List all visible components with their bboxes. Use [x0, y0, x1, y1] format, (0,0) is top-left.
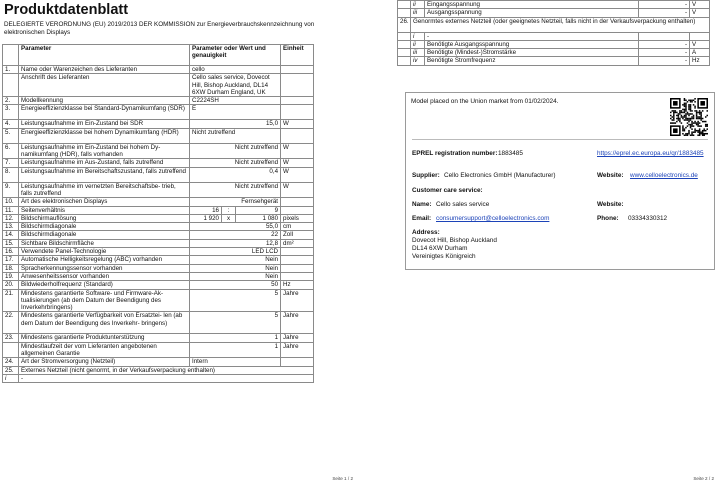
- value-separator: :: [222, 206, 236, 214]
- spec-row: [3, 272, 314, 280]
- spec-row: [3, 334, 314, 342]
- spec-row: [3, 74, 314, 97]
- row-number: 20.: [3, 281, 19, 289]
- phone-value: 03334330312: [628, 215, 668, 222]
- row-number: [398, 9, 411, 17]
- row-number: 3.: [3, 105, 19, 120]
- spec-row: [3, 120, 314, 128]
- parameter-name: Leistungsaufnahme im vernetzten Bereitschaftsbe- trieb, falls zutreffend: [19, 182, 190, 198]
- spec-sub-row: [398, 9, 710, 17]
- row-number: 7.: [3, 159, 19, 167]
- parameter-unit: Jahre: [281, 342, 314, 358]
- value-separator: x: [222, 214, 236, 222]
- parameter-unit: [281, 128, 314, 143]
- email-link[interactable]: consumersupport@celloelectronics.com: [436, 215, 550, 222]
- value-part-1: 16: [190, 206, 222, 214]
- row-number: [398, 32, 411, 40]
- parameter-value: 50: [190, 281, 281, 289]
- spec-row: [3, 105, 314, 120]
- divider: [412, 139, 708, 140]
- spec-row: [3, 159, 314, 167]
- union-market-date: Model placed on the Union market from 01/02/2024.: [411, 98, 559, 105]
- row-number: [3, 74, 19, 97]
- parameter-name: Anschrift des Lieferanten: [19, 74, 190, 97]
- row-number: 14.: [3, 231, 19, 239]
- parameter-value: Nicht zutreffend: [190, 182, 281, 198]
- row-number: 19.: [3, 272, 19, 280]
- parameter-name: Mindestens garantierte Produktunterstützung: [19, 334, 190, 342]
- parameter-value: Fernsehgerät: [190, 198, 281, 206]
- page-2: [361, 0, 718, 483]
- header-number: [3, 45, 19, 66]
- parameter-value: E: [190, 105, 281, 120]
- parameter-name: Genormtes externes Netzteil (oder geeignetes Netzteil, falls nicht in der Verkaufsverpackung enthalten): [411, 17, 710, 32]
- spec-row: [398, 17, 710, 32]
- parameter-value: Nicht zutreffend: [190, 128, 281, 143]
- parameter-name: Externes Netzteil (nicht genormt, in der Verkaufsverpackung enthalten): [19, 366, 314, 374]
- eprel-qr-code-icon[interactable]: [670, 98, 708, 136]
- sub-parameter: -: [19, 374, 314, 382]
- sub-value: -: [639, 49, 690, 57]
- parameter-unit: Hz: [281, 281, 314, 289]
- row-number: 17.: [3, 256, 19, 264]
- parameter-name: Art der Stromversorgung (Netzteil): [19, 358, 190, 366]
- spec-row: [3, 342, 314, 358]
- row-number: 18.: [3, 264, 19, 272]
- row-number: 11.: [3, 206, 19, 214]
- address-line-1: Dovecot Hill, Bishop Auckland: [412, 237, 497, 244]
- parameter-name: Leistungsaufnahme im Bereitschaftszustand, falls zutreffend: [19, 167, 190, 182]
- spec-row: [3, 239, 314, 247]
- spec-row: [3, 214, 314, 222]
- spec-row: [3, 231, 314, 239]
- parameter-value: LED LCD: [190, 248, 281, 256]
- row-number: 24.: [3, 358, 19, 366]
- parameter-value: 15,0: [190, 120, 281, 128]
- parameter-unit: W: [281, 159, 314, 167]
- sub-value: -: [639, 40, 690, 48]
- parameter-name: Leistungsaufnahme im Aus-Zustand, falls zutreffend: [19, 159, 190, 167]
- spec-sub-row: [398, 40, 710, 48]
- roman-numeral: iii: [411, 49, 425, 57]
- spec-row: [3, 281, 314, 289]
- parameter-name: Verwendete Panel-Technologie: [19, 248, 190, 256]
- header-unit: Einheit: [281, 45, 314, 66]
- roman-numeral: ii: [411, 1, 425, 9]
- parameter-unit: Jahre: [281, 289, 314, 312]
- parameter-value: C2224SH: [190, 97, 281, 105]
- value-part-2: 1 080: [236, 214, 281, 222]
- parameter-name: Leistungsaufnahme im Ein-Zustand bei hohem Dy- namikumfang (HDR), falls vorhanden: [19, 143, 190, 159]
- parameter-value: Intern: [190, 358, 281, 366]
- sub-value: -: [639, 57, 690, 65]
- parameter-unit: [281, 198, 314, 206]
- spec-row: [3, 312, 314, 334]
- parameter-unit: [281, 256, 314, 264]
- value-part-2: 9: [236, 206, 281, 214]
- row-number: 22.: [3, 312, 19, 334]
- row-number: 23.: [3, 334, 19, 342]
- parameter-value: 55,0: [190, 223, 281, 231]
- parameter-name: Modellkennung: [19, 97, 190, 105]
- row-number: [3, 342, 19, 358]
- row-number: [398, 49, 411, 57]
- parameter-name: Mindestens garantierte Software- und Firmware-Ak- tualisierungen (ab dem Datum der Beendigung des Inverkehrbringens): [19, 289, 190, 312]
- row-number: 2.: [3, 97, 19, 105]
- spec-row: [3, 366, 314, 374]
- name-label: Name:: [412, 201, 432, 208]
- spec-row: [3, 223, 314, 231]
- parameter-name: Bildschirmdiagonale: [19, 231, 190, 239]
- parameter-unit: [281, 248, 314, 256]
- row-number: 6.: [3, 143, 19, 159]
- parameter-unit: [281, 206, 314, 214]
- product-spec-table: [2, 44, 314, 383]
- spec-row: [3, 66, 314, 74]
- address-line-3: Vereinigtes Königreich: [412, 253, 476, 260]
- address-label: Address:: [412, 229, 440, 236]
- sub-value: -: [639, 9, 690, 17]
- sub-parameter: Eingangsspannung: [425, 1, 639, 9]
- row-number: 25.: [3, 366, 19, 374]
- parameter-unit: W: [281, 167, 314, 182]
- roman-numeral: i: [3, 374, 19, 382]
- parameter-unit: [281, 272, 314, 280]
- parameter-value: 1: [190, 334, 281, 342]
- row-number: 26.: [398, 17, 411, 32]
- parameter-name: Bildwiederholfrequenz (Standard): [19, 281, 190, 289]
- parameter-value: 12,8: [190, 239, 281, 247]
- spec-sub-row: [398, 1, 710, 9]
- name-value: Cello sales service: [436, 201, 490, 208]
- parameter-unit: Zoll: [281, 231, 314, 239]
- row-number: 4.: [3, 120, 19, 128]
- parameter-unit: [281, 74, 314, 97]
- sub-unit: V: [690, 40, 710, 48]
- spec-sub-row: [398, 49, 710, 57]
- parameter-value: Nein: [190, 264, 281, 272]
- spec-row: [3, 289, 314, 312]
- parameter-unit: [281, 97, 314, 105]
- parameter-name: Leistungsaufnahme im Ein-Zustand bei SDR: [19, 120, 190, 128]
- spec-row: [3, 167, 314, 182]
- spec-row: [3, 256, 314, 264]
- email-label: Email:: [412, 215, 432, 222]
- spec-sub-row: [398, 57, 710, 65]
- parameter-name: Spracherkennungssensor vorhanden: [19, 264, 190, 272]
- spec-header-row: [3, 45, 314, 66]
- spec-row: [3, 248, 314, 256]
- sub-parameter: Benötigte Ausgangsspannung: [425, 40, 639, 48]
- sub-value: [639, 32, 690, 40]
- row-number: 10.: [3, 198, 19, 206]
- parameter-unit: [281, 358, 314, 366]
- document-title: Produktdatenblatt: [4, 2, 129, 18]
- parameter-unit: W: [281, 120, 314, 128]
- eprel-link[interactable]: https://eprel.ec.europa.eu/qr/1883485: [597, 150, 704, 157]
- row-number: 1.: [3, 66, 19, 74]
- parameter-value: 5: [190, 289, 281, 312]
- row-number: 9.: [3, 182, 19, 198]
- parameter-value: Cello sales service, Dovecot Hill, Bishop Auckland, DL14 6XW Durham England, UK: [190, 74, 281, 97]
- sub-unit: Hz: [690, 57, 710, 65]
- parameter-unit: W: [281, 143, 314, 159]
- spec-table-body: [3, 45, 314, 383]
- parameter-name: Name oder Warenzeichen des Lieferanten: [19, 66, 190, 74]
- parameter-value: 0,4: [190, 167, 281, 182]
- spec-sub-row: [3, 374, 314, 382]
- row-number: [398, 1, 411, 9]
- row-number: 8.: [3, 167, 19, 182]
- row-number: 15.: [3, 239, 19, 247]
- parameter-name: Mindestens garantierte Verfügbarkeit von Ersatztei- len (ab dem Datum der Beendigung des Inverkehr- bringens): [19, 312, 190, 334]
- row-number: 21.: [3, 289, 19, 312]
- eprel-number: 1883485: [498, 150, 523, 157]
- parameter-value: 22: [190, 231, 281, 239]
- spec-row: [3, 143, 314, 159]
- row-number: 13.: [3, 223, 19, 231]
- sub-parameter: -: [425, 32, 639, 40]
- website-label: Website:: [597, 172, 624, 179]
- header-parameter: Parameter: [19, 45, 190, 66]
- spec-row: [3, 97, 314, 105]
- parameter-name: Energieeffizienzklasse bei Standard-Dynamikumfang (SDR): [19, 105, 190, 120]
- eprel-info-card: [405, 92, 715, 270]
- parameter-unit: dm²: [281, 239, 314, 247]
- spec-row: [3, 128, 314, 143]
- parameter-name: Seitenverhältnis: [19, 206, 190, 214]
- sub-parameter: Benötigte Stromfrequenz: [425, 57, 639, 65]
- parameter-name: Mindestlaufzeit der vom Lieferanten angebotenen allgemeinen Garantie: [19, 342, 190, 358]
- parameter-unit: [281, 264, 314, 272]
- spec-sub-row: [398, 32, 710, 40]
- parameter-value: Nein: [190, 256, 281, 264]
- phone-label: Phone:: [597, 215, 619, 222]
- spec-row: [3, 264, 314, 272]
- website-link[interactable]: www.celloelectronics.de: [630, 172, 698, 179]
- parameter-name: Automatische Helligkeitsregelung (ABC) vorhanden: [19, 256, 190, 264]
- roman-numeral: iii: [411, 9, 425, 17]
- page-number: Seite 1 / 2: [332, 476, 353, 481]
- address-line-2: DL14 6XW Durham: [412, 245, 468, 252]
- cc-website-label: Website:: [597, 201, 624, 208]
- roman-numeral: ii: [411, 40, 425, 48]
- parameter-value: Nicht zutreffend: [190, 159, 281, 167]
- spec-row: [3, 358, 314, 366]
- parameter-value: Nein: [190, 272, 281, 280]
- sub-value: -: [639, 1, 690, 9]
- row-number: 12.: [3, 214, 19, 222]
- sub-unit: V: [690, 1, 710, 9]
- row-number: [398, 40, 411, 48]
- parameter-unit: Jahre: [281, 334, 314, 342]
- customer-care-label: Customer care service:: [412, 187, 483, 194]
- regulation-intro: DELEGIERTE VERORDNUNG (EU) 2019/2013 DER KOMMISSION zur Energieverbrauchskennzeichnung von elektronischen Displays: [4, 21, 315, 36]
- supplier-label: Supplier:: [412, 172, 440, 179]
- power-supply-table-body: [398, 1, 710, 66]
- roman-numeral: i: [411, 32, 425, 40]
- sub-parameter: Benötigte (Mindest-)Stromstärke: [425, 49, 639, 57]
- parameter-name: Bildschirmauflösung: [19, 214, 190, 222]
- parameter-unit: Jahre: [281, 312, 314, 334]
- supplier-value: Cello Electronics GmbH (Manufacturer): [444, 172, 556, 179]
- parameter-unit: [281, 105, 314, 120]
- sub-unit: A: [690, 49, 710, 57]
- parameter-value: Nicht zutreffend: [190, 143, 281, 159]
- parameter-value: cello: [190, 66, 281, 74]
- spec-row: [3, 206, 314, 214]
- parameter-unit: cm: [281, 223, 314, 231]
- sub-parameter: Ausgangsspannung: [425, 9, 639, 17]
- row-number: 16.: [3, 248, 19, 256]
- page-1: [2, 0, 359, 483]
- header-value: Parameter oder Wert und genauigkeit: [190, 45, 281, 66]
- eprel-label: EPREL registration number:: [412, 150, 498, 157]
- parameter-unit: [281, 66, 314, 74]
- parameter-value: 5: [190, 312, 281, 334]
- row-number: 5.: [3, 128, 19, 143]
- parameter-unit: W: [281, 182, 314, 198]
- parameter-name: Art des elektronischen Displays: [19, 198, 190, 206]
- page-number: Seite 2 / 2: [693, 476, 714, 481]
- parameter-value: 1: [190, 342, 281, 358]
- roman-numeral: iv: [411, 57, 425, 65]
- sub-unit: [690, 32, 710, 40]
- row-number: [398, 57, 411, 65]
- sub-unit: V: [690, 9, 710, 17]
- value-part-1: 1 920: [190, 214, 222, 222]
- parameter-name: Sichtbare Bildschirmfläche: [19, 239, 190, 247]
- power-supply-table: [397, 0, 710, 66]
- spec-row: [3, 182, 314, 198]
- parameter-name: Energieeffizienzklasse bei hohem Dynamikumfang (HDR): [19, 128, 190, 143]
- parameter-name: Bildschirmdiagonale: [19, 223, 190, 231]
- parameter-name: Anwesenheitssensor vorhanden: [19, 272, 190, 280]
- parameter-unit: pixels: [281, 214, 314, 222]
- spec-row: [3, 198, 314, 206]
